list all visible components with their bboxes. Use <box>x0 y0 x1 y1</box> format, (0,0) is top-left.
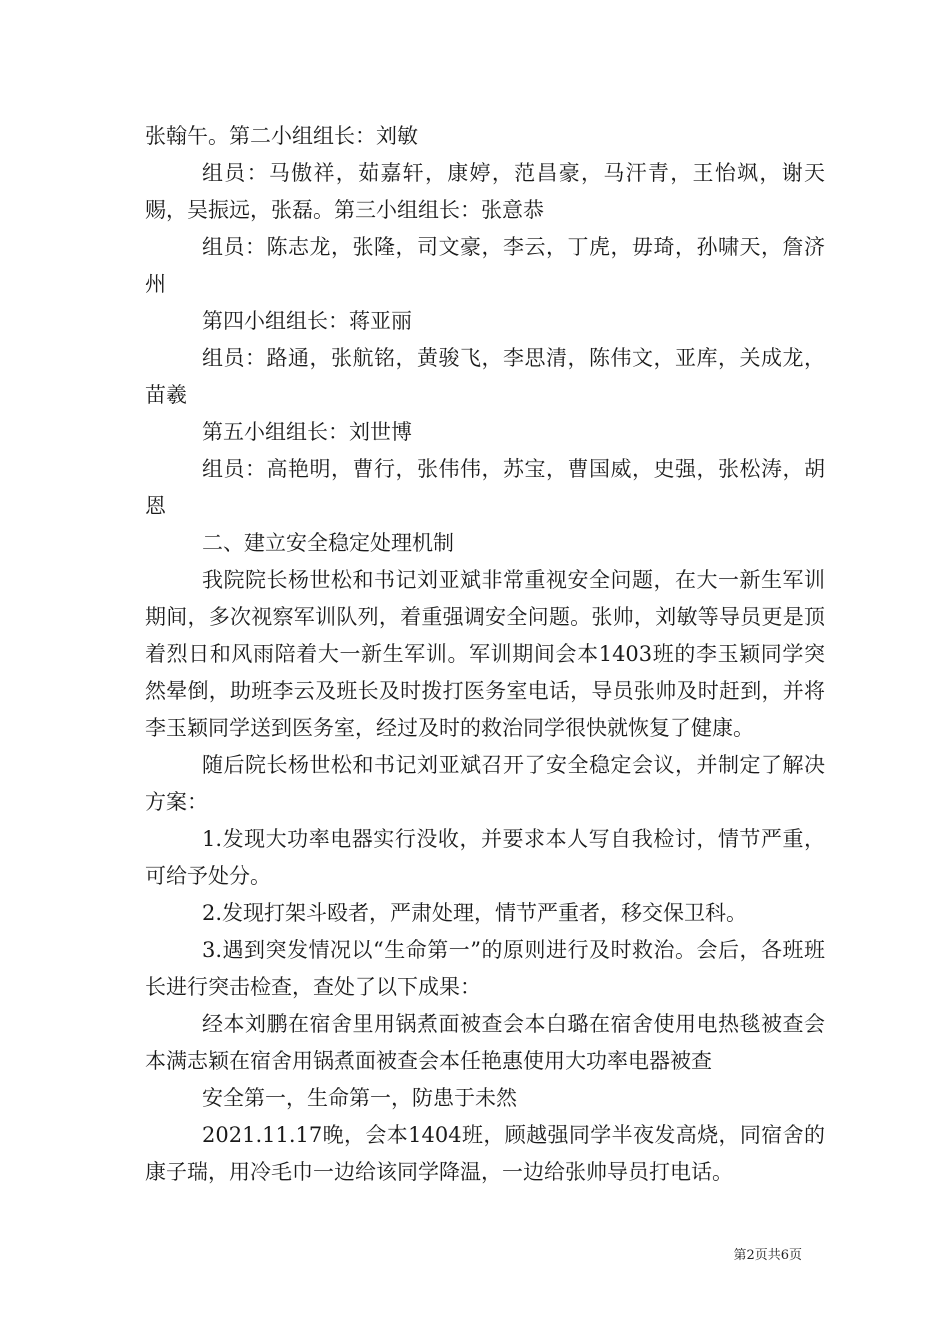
list-item: 1.发现大功率电器实行没收，并要求本人写自我检讨，情节严重，可给予处分。 <box>145 827 825 888</box>
paragraph: 张翰午。第二小组组长：刘敏 <box>145 124 418 148</box>
document-body <box>145 118 825 1191</box>
page-number: 第2页共6页 <box>733 1248 802 1263</box>
paragraph: 安全第一，生命第一，防患于未然 <box>202 1086 517 1110</box>
paragraph: 组员：陈志龙，张隆，司文豪，李云，丁虎，毋琦，孙啸天，詹济州 <box>145 235 825 296</box>
paragraph: 第四小组组长：蒋亚丽 <box>202 309 412 333</box>
paragraph: 组员：高艳明，曹行，张伟伟，苏宝，曹国威，史强，张松涛，胡恩 <box>145 457 825 518</box>
paragraph: 经本刘鹏在宿舍里用锅煮面被查会本白璐在宿舍使用电热毯被查会本满志颖在宿舍用锅煮面被查会本任艳惠使用大功率电器被查 <box>145 1012 825 1073</box>
paragraph: 我院院长杨世松和书记刘亚斌非常重视安全问题，在大一新生军训期间，多次视察军训队列，着重强调安全问题。张帅，刘敏等导员更是顶着烈日和风雨陪着大一新生军训。军训期间会本1403班的李玉颖同学突然晕倒，助班李云及班长及时拨打医务室电话，导员张帅及时赶到，并将李玉颖同学送到医务室，经过及时的救治同学很快就恢复了健康。 <box>145 568 825 740</box>
paragraph: 随后院长杨世松和书记刘亚斌召开了安全稳定会议，并制定了解决方案： <box>145 753 825 814</box>
paragraph: 组员：马傲祥，茹嘉轩，康婷，范昌豪，马汗青，王怡飒，谢天赐，吴振远，张磊。第三小组组长：张意恭 <box>145 161 825 222</box>
list-item: 2.发现打架斗殴者，严肃处理，情节严重者，移交保卫科。 <box>202 901 748 925</box>
section-heading: 二、建立安全稳定处理机制 <box>202 531 454 555</box>
paragraph: 组员：路通，张航铭，黄骏飞，李思清，陈伟文，亚库，关成龙，苗羲 <box>145 346 825 407</box>
paragraph: 第五小组组长：刘世博 <box>202 420 412 444</box>
paragraph: 2021.11.17晚，会本1404班，顾越强同学半夜发高烧，同宿舍的康子瑞，用冷毛巾一边给该同学降温，一边给张帅导员打电话。 <box>145 1123 825 1184</box>
list-item: 3.遇到突发情况以“生命第一”的原则进行及时救治。会后，各班班长进行突击检查，查处了以下成果： <box>145 938 825 999</box>
